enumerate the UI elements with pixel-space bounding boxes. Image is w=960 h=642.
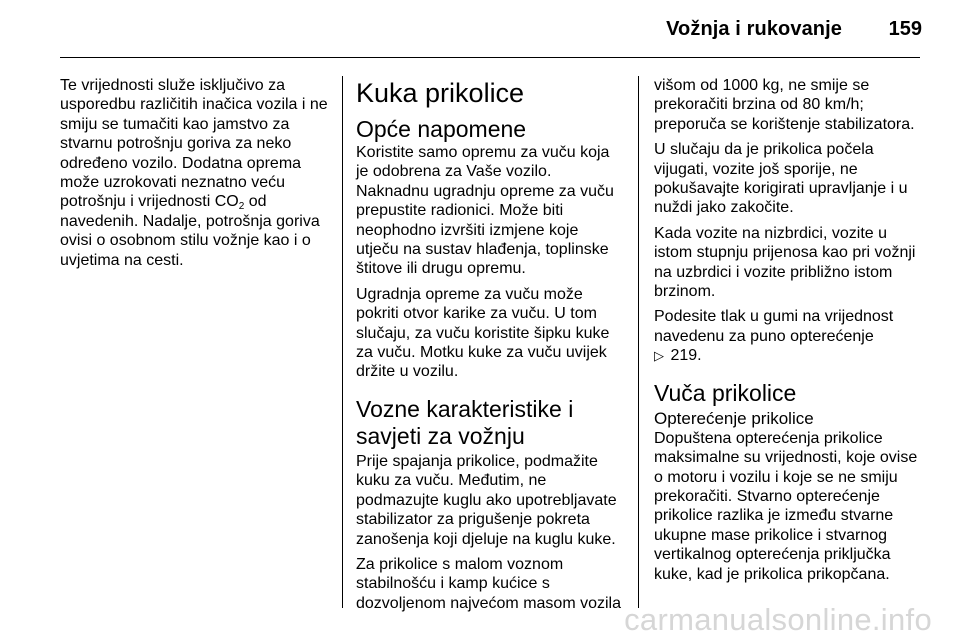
heading-driving-characteristics: Vozne karakteristike i savjeti za vožnju — [356, 395, 574, 449]
paragraph: višom od 1000 kg, ne smije se prekoračiti brzina od 80 km/h; preporuča se korištenje stabilizatora. — [654, 77, 915, 133]
paragraph: U slučaju da je prikolica počela vijugati, vozite još sporije, ne pokušavajte korigirati upravljanje i u nuždi jako zakočite. — [654, 141, 908, 217]
paragraph: Ugradnja opreme za vuču može pokriti otvor karike za vuču. U tom slučaju, za vuču koristite šipku kuke za vuču. Motku kuke za vuču uvijek držite u vozilu. — [356, 285, 610, 381]
subscript: 2 — [238, 201, 245, 213]
header-title: Vožnja i rukovanje — [666, 18, 842, 40]
column-right — [654, 76, 926, 590]
column-left — [60, 76, 328, 276]
page-reference-icon: ▷ — [654, 348, 664, 364]
column-divider — [638, 76, 639, 608]
page-header — [0, 0, 960, 60]
section-title-towbar: Kuka prikolice — [356, 78, 525, 108]
header-rule — [60, 57, 920, 58]
column-divider — [342, 76, 343, 608]
paragraph-tyre-pressure: Podesite tlak u gumi na vrijednost navedenu za puno opterećenje ▷ 219. — [654, 308, 894, 365]
heading-general-notes: Opće napomene — [356, 116, 527, 142]
heading-trailer-load: Opterećenje prikolice — [654, 408, 814, 428]
paragraph: Kada vozite na nizbrdici, vozite u istom stupnju prijenosa kao pri vožnji na uzbrdici i vozite približno istom brzinom. — [654, 224, 916, 301]
column-middle — [356, 76, 624, 619]
paragraph: Dopuštena opterećenja prikolice maksimalne su vrijednosti, koje ovise o motoru i vozilu i koje se ne smiju prekoračiti. Stvarno opterećenje prikolice razlika je između stvarne ukupne mase prikolice i stvarnog vertikalnog opterećenja priključka kuke, kad je prikolica prikopčana. — [654, 429, 918, 583]
heading-trailer-towing: Vuča prikolice — [654, 379, 797, 406]
paragraph: Koristite samo opremu za vuču koja je odobrena za Vaše vozilo. Naknadnu ugradnju opreme za vuču prepustite radionici. Može biti neophodno izvršiti izmjene koje utječu na sustav hlađenja, toplinske štitove ili drugu opremu. — [356, 144, 614, 278]
page-reference[interactable]: 219. — [670, 347, 702, 365]
page-number: 159 — [888, 18, 922, 40]
watermark: carmanualsonline.info — [624, 602, 932, 637]
paragraph: Prije spajanja prikolice, podmažite kuku za vuču. Međutim, ne podmazujte kuglu ako upotrebljavate stabilizator za prigušenje pokreta zanošenja koji djeluje na kuglu kuke. — [356, 452, 617, 548]
paragraph-consumption-note: Te vrijednosti služe isključivo za usporedbu različitih inačica vozila i ne smiju se tumačiti kao jamstvo za stvarnu potrošnju goriva za neko određeno vozilo. Dodatna oprema može uzrokovati neznatno veću potrošnju i vrijednosti $CO_2$ od navedenih. Nadalje, potrošnja goriva ovisi o osobnom stilu vožnje kao i o uvjetima na cesti. — [60, 77, 328, 269]
paragraph: Za prikolice s malom voznom stabilnošću i kamp kućice s dozvoljenom najvećom masom vozila — [356, 555, 621, 612]
